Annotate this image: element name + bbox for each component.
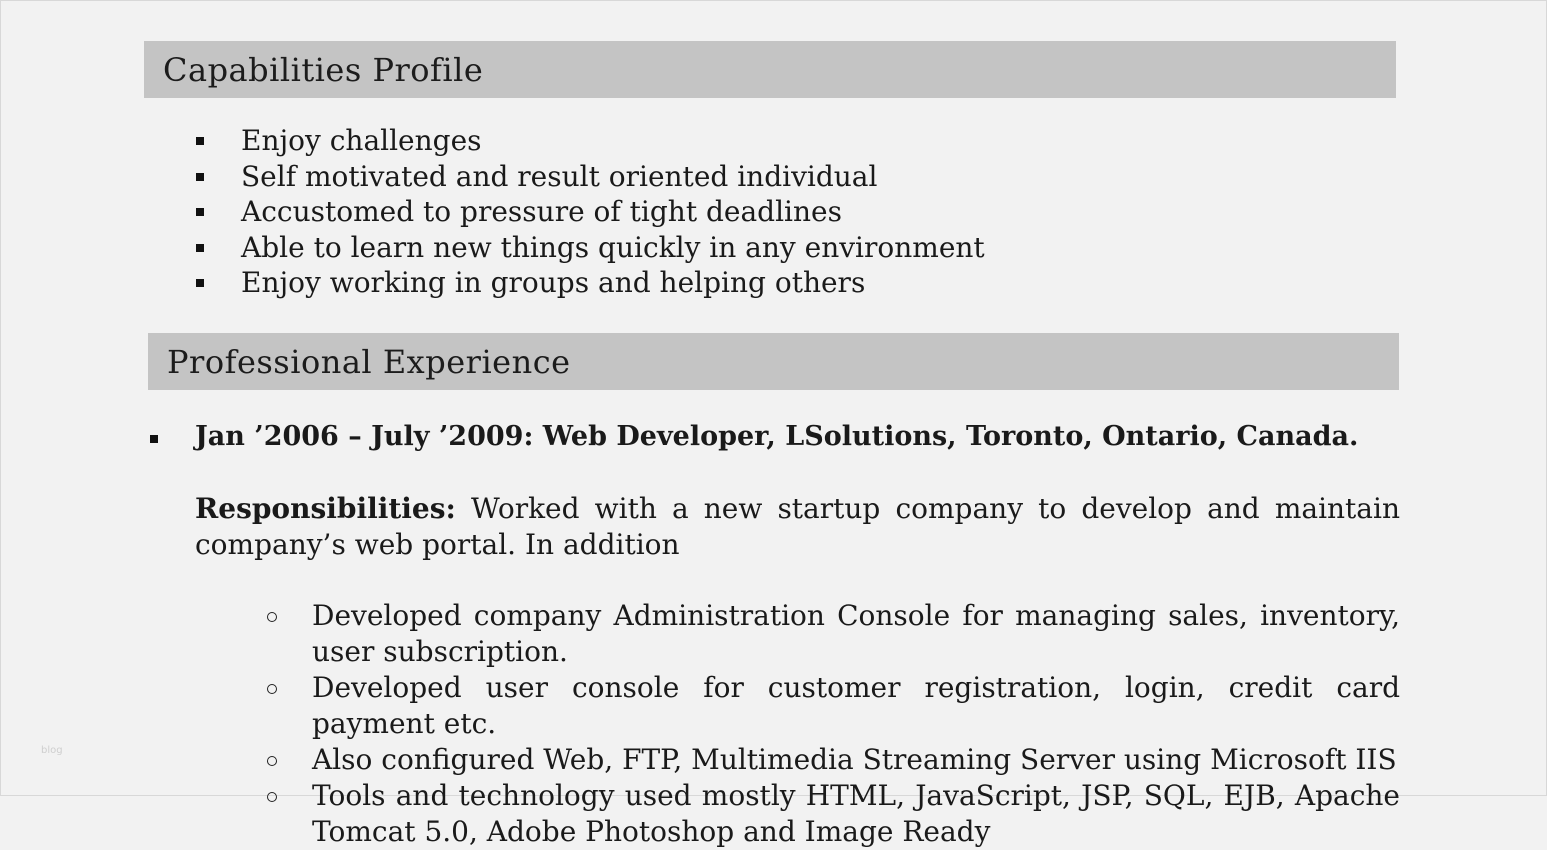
job-entry xyxy=(150,421,1358,452)
responsibilities-list xyxy=(263,598,1400,850)
square-bullet-icon xyxy=(196,244,204,252)
job-title: Jan ’2006 – July ’2009: Web Developer, LSolutions, Toronto, Ontario, Canada. xyxy=(195,421,1359,452)
square-bullet-icon xyxy=(196,173,204,181)
square-bullet-icon xyxy=(196,279,204,287)
capability-text: Accustomed to pressure of tight deadlines xyxy=(241,195,842,228)
capability-text: Able to learn new things quickly in any environment xyxy=(241,230,985,264)
circle-bullet-icon xyxy=(267,792,277,802)
responsibilities-label: Responsibilities: xyxy=(195,492,456,525)
list-item xyxy=(263,742,1400,778)
responsibilities-paragraph xyxy=(195,491,1400,562)
square-bullet-icon xyxy=(196,208,204,216)
list-item xyxy=(263,778,1400,850)
detail-text: Tools and technology used mostly HTML, JavaScript, JSP, SQL, EJB, Apache Tomcat 5.0, Adobe Photoshop and Image Ready xyxy=(312,779,1400,848)
circle-bullet-icon xyxy=(267,612,277,622)
capability-text: Self motivated and result oriented individual xyxy=(241,159,878,193)
experience-title: Professional Experience xyxy=(167,342,571,381)
list-item xyxy=(196,159,985,195)
list-item xyxy=(263,670,1400,742)
capability-text: Enjoy working in groups and helping others xyxy=(241,266,866,299)
detail-text: Developed user console for customer registration, login, credit card payment etc. xyxy=(312,671,1400,740)
capabilities-title: Capabilities Profile xyxy=(163,50,484,89)
experience-header xyxy=(148,333,1399,390)
square-bullet-icon xyxy=(196,137,204,145)
detail-text: Also configured Web, FTP, Multimedia Streaming Server using Microsoft IIS xyxy=(312,743,1397,776)
list-item xyxy=(196,194,985,230)
capabilities-list xyxy=(196,123,985,301)
list-item xyxy=(196,265,985,301)
watermark: blog xyxy=(41,745,63,756)
detail-text: Developed company Administration Console for managing sales, inventory, user subscription. xyxy=(312,599,1400,668)
list-item xyxy=(263,598,1400,670)
circle-bullet-icon xyxy=(267,684,277,694)
list-item xyxy=(196,123,985,159)
capability-text: Enjoy challenges xyxy=(241,124,482,157)
list-item xyxy=(196,230,985,266)
square-bullet-icon xyxy=(150,435,158,443)
capabilities-header xyxy=(144,41,1396,98)
responsibilities-text: Worked with a new startup company to develop and maintain company’s web portal. In addition xyxy=(195,492,1400,561)
circle-bullet-icon xyxy=(267,756,277,766)
